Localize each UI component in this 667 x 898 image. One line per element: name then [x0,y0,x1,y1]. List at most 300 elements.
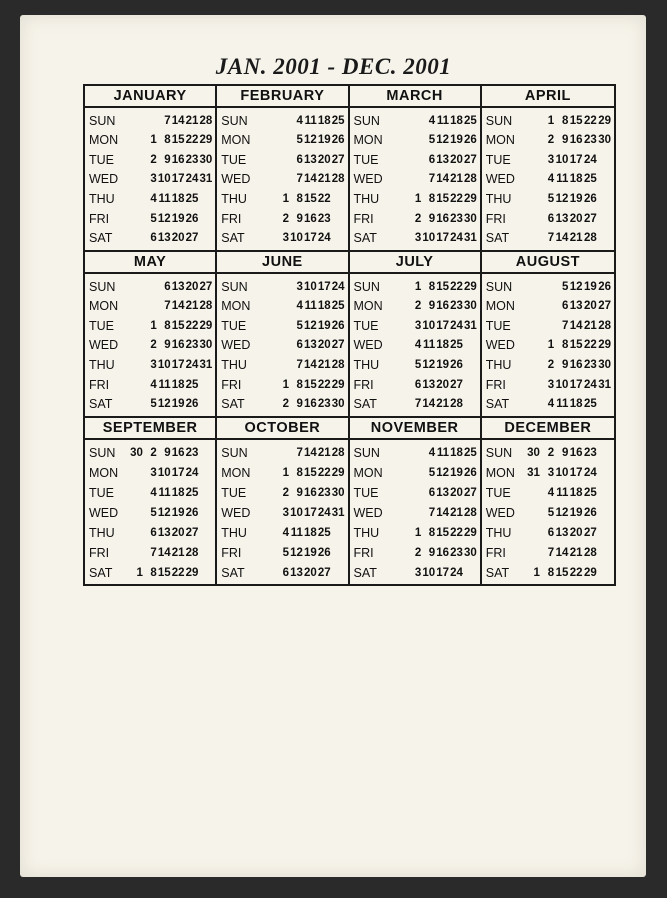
date-cell: 30 [463,546,477,559]
dates [394,379,477,391]
date-cell: 10 [290,232,303,245]
date-cell: 18 [436,339,449,352]
day-row-mon [221,131,344,150]
date-cell: 31 [527,466,540,479]
date-cell [261,547,275,559]
weekday-label: TUE [485,318,511,333]
dates [526,487,611,499]
date-cell [540,320,554,332]
dates [261,213,344,225]
dates [261,547,344,559]
date-cell: 19 [171,212,185,225]
day-row-thu [486,523,611,542]
date-cell: 3 [150,173,157,186]
day-row-wed [89,336,212,355]
day-row-sat [89,229,212,248]
date-cell: 5 [150,506,157,519]
weekday-label: TUE [353,318,379,333]
date-cell: 14 [436,506,449,519]
date-cell [526,487,540,499]
date-cell: 9 [296,398,303,411]
dates [526,507,611,519]
date-cell: 27 [463,153,477,166]
date-cell: 24 [331,280,345,293]
day-row-mon [89,131,212,150]
dates [526,547,611,559]
date-cell [261,134,275,146]
date-cell: 20 [185,280,199,293]
date-cell: 18 [171,378,185,391]
date-cell [394,507,408,519]
date-cell: 6 [164,280,171,293]
day-row-fri [354,375,477,394]
date-cell: 23 [450,546,463,559]
date-cell [261,281,275,293]
date-cell: 2 [547,134,555,147]
date-cell: 9 [296,486,303,499]
date-cell: 6 [282,566,289,579]
date-cell: 10 [555,153,569,166]
weekday-label: TUE [221,485,247,500]
date-cell: 30 [199,153,213,166]
day-rows [350,108,480,250]
date-cell [261,507,275,519]
date-cell: 7 [428,173,436,186]
weekday-label: SUN [89,113,116,128]
dates [394,359,477,371]
date-cell: 1 [150,134,157,147]
weekday-label: TUE [89,318,114,333]
date-cell: 7 [561,319,569,332]
date-cell [198,527,212,539]
weekday-label: MON [353,465,383,480]
date-cell: 6 [428,486,436,499]
date-cell [129,507,143,519]
day-row-sat [354,563,477,582]
dates [394,547,477,559]
date-cell: 3 [414,232,422,245]
date-cell: 13 [569,300,583,313]
date-cell [394,379,408,391]
dates [129,487,212,499]
date-cell: 6 [296,153,303,166]
date-cell: 9 [561,446,569,459]
date-cell: 29 [185,566,199,579]
day-row-thu [354,523,477,542]
date-cell: 4 [428,114,436,127]
date-cell [331,567,345,579]
date-cell [129,487,143,499]
month-name: SEPTEMBER [85,418,215,440]
weekday-label: WED [353,338,383,353]
day-rows [85,440,215,584]
day-row-sun [486,277,611,296]
date-cell: 12 [436,466,449,479]
weekday-label: THU [89,525,115,540]
day-row-wed [221,336,344,355]
date-cell [394,193,408,205]
date-cell: 9 [164,339,171,352]
date-cell: 23 [583,359,597,372]
day-row-fri [486,209,611,228]
date-cell: 30 [199,339,213,352]
dates [526,281,611,293]
weekday-label: SAT [221,565,245,580]
weekday-label: SUN [353,113,380,128]
date-cell [331,232,345,244]
date-cell: 27 [583,526,597,539]
day-row-mon [486,131,611,150]
date-cell: 8 [296,193,303,206]
date-cell [394,447,408,459]
weekday-label: SAT [221,231,245,246]
weekday-label: SUN [89,445,116,460]
day-row-mon [89,463,212,482]
date-cell: 18 [569,486,583,499]
weekday-label: THU [485,525,512,540]
day-row-sun [89,443,212,462]
date-cell: 2 [547,446,555,459]
date-cell: 21 [171,546,185,559]
day-rows [85,108,215,250]
day-row-sun [354,111,477,130]
date-cell [261,300,275,312]
date-cell: 30 [527,446,540,459]
date-cell [394,398,408,410]
day-row-fri [486,375,611,394]
date-cell: 18 [171,486,185,499]
date-cell: 23 [317,486,331,499]
date-cell [597,398,611,410]
date-cell: 18 [303,526,317,539]
date-cell: 26 [185,398,199,411]
date-cell: 23 [185,446,199,459]
dates [129,398,212,410]
month-block-november [350,418,482,584]
weekday-label: FRI [89,377,110,392]
day-row-thu [354,356,477,375]
date-cell: 21 [317,359,331,372]
weekday-label: SUN [89,279,116,294]
date-cell: 14 [569,319,583,332]
day-row-sat [221,395,344,414]
date-cell: 22 [185,134,199,147]
dates [394,447,477,459]
month-name: DECEMBER [482,418,614,440]
weekday-label: WED [221,172,251,187]
date-cell [261,115,275,127]
day-row-tue [221,150,344,169]
date-cell [394,547,408,559]
date-cell: 7 [547,232,555,245]
date-cell: 28 [199,114,213,127]
dates [129,507,212,519]
date-cell [261,379,275,391]
date-cell [526,507,540,519]
date-cell: 29 [598,114,611,127]
date-cell: 1 [282,378,289,391]
date-cell: 1 [414,526,422,539]
date-cell: 5 [561,280,569,293]
date-cell [198,567,212,579]
day-row-sun [354,443,477,462]
date-cell: 11 [556,173,569,186]
date-cell [261,527,275,539]
weekday-label: WED [221,338,251,353]
day-row-wed [89,170,212,189]
date-cell [275,359,289,371]
date-cell: 17 [569,153,583,166]
date-cell: 2 [547,359,555,372]
dates [261,173,344,185]
date-cell [597,467,611,479]
date-cell [526,115,540,127]
weekday-label: FRI [221,377,242,392]
day-row-thu [354,190,477,209]
date-cell [261,320,275,332]
weekday-label: MON [353,299,383,314]
dates [129,134,212,146]
weekday-label: MON [221,133,251,148]
day-row-tue [486,483,611,502]
date-cell: 31 [199,173,213,186]
date-cell [198,379,212,391]
date-cell: 5 [428,134,436,147]
day-row-tue [89,316,212,335]
date-cell: 22 [171,566,185,579]
date-cell [129,527,143,539]
day-rows [350,440,480,584]
dates [261,359,344,371]
date-cell: 10 [157,466,171,479]
day-row-fri [221,543,344,562]
date-cell [407,467,421,479]
date-cell: 30 [331,398,345,411]
date-cell: 15 [157,566,171,579]
date-cell [526,527,540,539]
date-cell: 27 [317,566,331,579]
date-cell: 16 [436,546,449,559]
day-row-sat [486,395,611,414]
date-cell: 27 [598,300,611,313]
day-row-sat [89,395,212,414]
day-row-sat [354,229,477,248]
date-cell: 29 [583,566,597,579]
date-cell: 2 [150,153,157,166]
date-cell: 24 [450,232,463,245]
date-cell: 2 [414,300,422,313]
weekday-label: WED [353,505,383,520]
date-cell [261,398,275,410]
date-cell [331,193,345,205]
weekday-label: TUE [221,318,247,333]
date-cell [198,467,212,479]
date-cell: 18 [317,300,331,313]
month-name: AUGUST [482,252,614,274]
date-cell: 29 [598,339,611,352]
date-cell: 13 [422,378,436,391]
weekday-label: SAT [89,231,113,246]
date-cell [261,154,275,166]
date-cell: 22 [450,193,463,206]
weekday-label: THU [221,192,247,207]
date-cell: 4 [150,193,157,206]
day-row-mon [354,297,477,316]
date-cell [407,447,421,459]
date-cell [394,300,408,312]
date-cell: 15 [303,193,317,206]
date-cell: 2 [282,486,289,499]
day-row-thu [221,356,344,375]
date-cell: 27 [199,280,213,293]
date-cell: 15 [436,526,449,539]
date-cell: 17 [303,506,317,519]
date-cell [394,134,408,146]
day-row-thu [89,523,212,542]
date-cell: 9 [428,212,436,225]
dates [526,567,611,579]
date-cell: 4 [547,173,555,186]
date-cell: 11 [158,193,171,206]
day-row-thu [486,356,611,375]
month-block-february [217,86,349,252]
date-cell: 9 [164,153,171,166]
date-cell: 5 [150,212,157,225]
day-row-wed [486,503,611,522]
date-cell: 4 [296,300,303,313]
date-cell: 11 [304,114,317,127]
day-row-sat [89,563,212,582]
date-cell: 25 [583,398,597,411]
date-cell [463,398,477,410]
date-cell: 18 [450,114,463,127]
date-cell: 30 [463,212,477,225]
date-cell: 14 [555,546,569,559]
weekday-label: MON [89,465,119,480]
date-cell: 28 [463,173,477,186]
date-cell [275,134,289,146]
weekday-label: TUE [89,485,114,500]
date-cell: 21 [450,173,463,186]
weekday-label: SUN [353,445,380,460]
dates [261,115,344,127]
dates [526,339,611,351]
date-cell [129,467,143,479]
date-cell: 27 [331,153,345,166]
day-row-sat [354,395,477,414]
day-row-fri [354,543,477,562]
weekday-label: FRI [221,211,242,226]
dates [261,379,344,391]
weekday-label: THU [89,192,115,207]
date-cell: 23 [317,398,331,411]
date-cell: 28 [450,398,463,411]
date-cell: 15 [303,466,317,479]
date-cell: 12 [422,359,436,372]
month-block-september [85,418,217,584]
date-cell: 29 [199,134,213,147]
date-cell: 15 [171,134,185,147]
date-cell: 19 [569,506,583,519]
date-cell: 15 [171,319,185,332]
date-cell: 26 [185,212,199,225]
weekday-label: SUN [221,113,248,128]
date-cell: 31 [598,378,611,391]
date-cell: 10 [555,466,569,479]
weekday-label: SAT [221,397,245,412]
date-cell: 13 [303,339,317,352]
date-cell: 2 [150,446,157,459]
date-cell: 21 [317,173,331,186]
dates [129,173,212,185]
date-cell: 19 [436,359,449,372]
date-cell [597,507,611,519]
dates [129,527,212,539]
date-cell: 25 [317,526,331,539]
weekday-label: WED [485,505,515,520]
date-cell: 24 [450,566,463,579]
date-cell [129,213,143,225]
date-cell: 8 [428,193,436,206]
dates [261,339,344,351]
date-cell: 24 [450,319,463,332]
date-cell: 24 [583,378,597,391]
date-cell [463,567,477,579]
date-cell: 29 [463,526,477,539]
day-row-sun [486,443,611,462]
weekday-label: MON [485,299,515,314]
dates [394,213,477,225]
date-cell [526,154,540,166]
date-cell: 19 [171,506,185,519]
dates [394,527,477,539]
day-row-fri [221,375,344,394]
date-cell: 9 [296,212,303,225]
date-cell [261,359,275,371]
date-cell: 22 [450,526,463,539]
day-row-sun [486,111,611,130]
dates [394,300,477,312]
date-cell [394,487,408,499]
date-cell: 3 [282,232,289,245]
date-cell: 29 [331,378,345,391]
date-cell [261,213,275,225]
date-cell: 19 [317,319,331,332]
date-cell: 18 [569,398,583,411]
date-cell [394,320,408,332]
date-cell [261,567,275,579]
weekday-label: TUE [221,152,247,167]
weekday-label: SAT [485,231,510,246]
dates [261,193,344,205]
dates [526,300,611,312]
date-cell: 2 [414,212,422,225]
date-cell: 19 [450,466,463,479]
date-cell: 24 [185,466,199,479]
date-cell: 18 [317,114,331,127]
weekday-label: TUE [353,152,379,167]
weekday-label: WED [89,505,119,520]
date-cell: 8 [561,339,569,352]
day-row-mon [354,463,477,482]
date-cell [261,173,275,185]
date-cell [463,339,477,351]
date-cell [394,567,408,579]
day-row-fri [221,209,344,228]
date-cell: 25 [331,300,345,313]
dates [129,300,212,312]
date-cell [407,507,421,519]
